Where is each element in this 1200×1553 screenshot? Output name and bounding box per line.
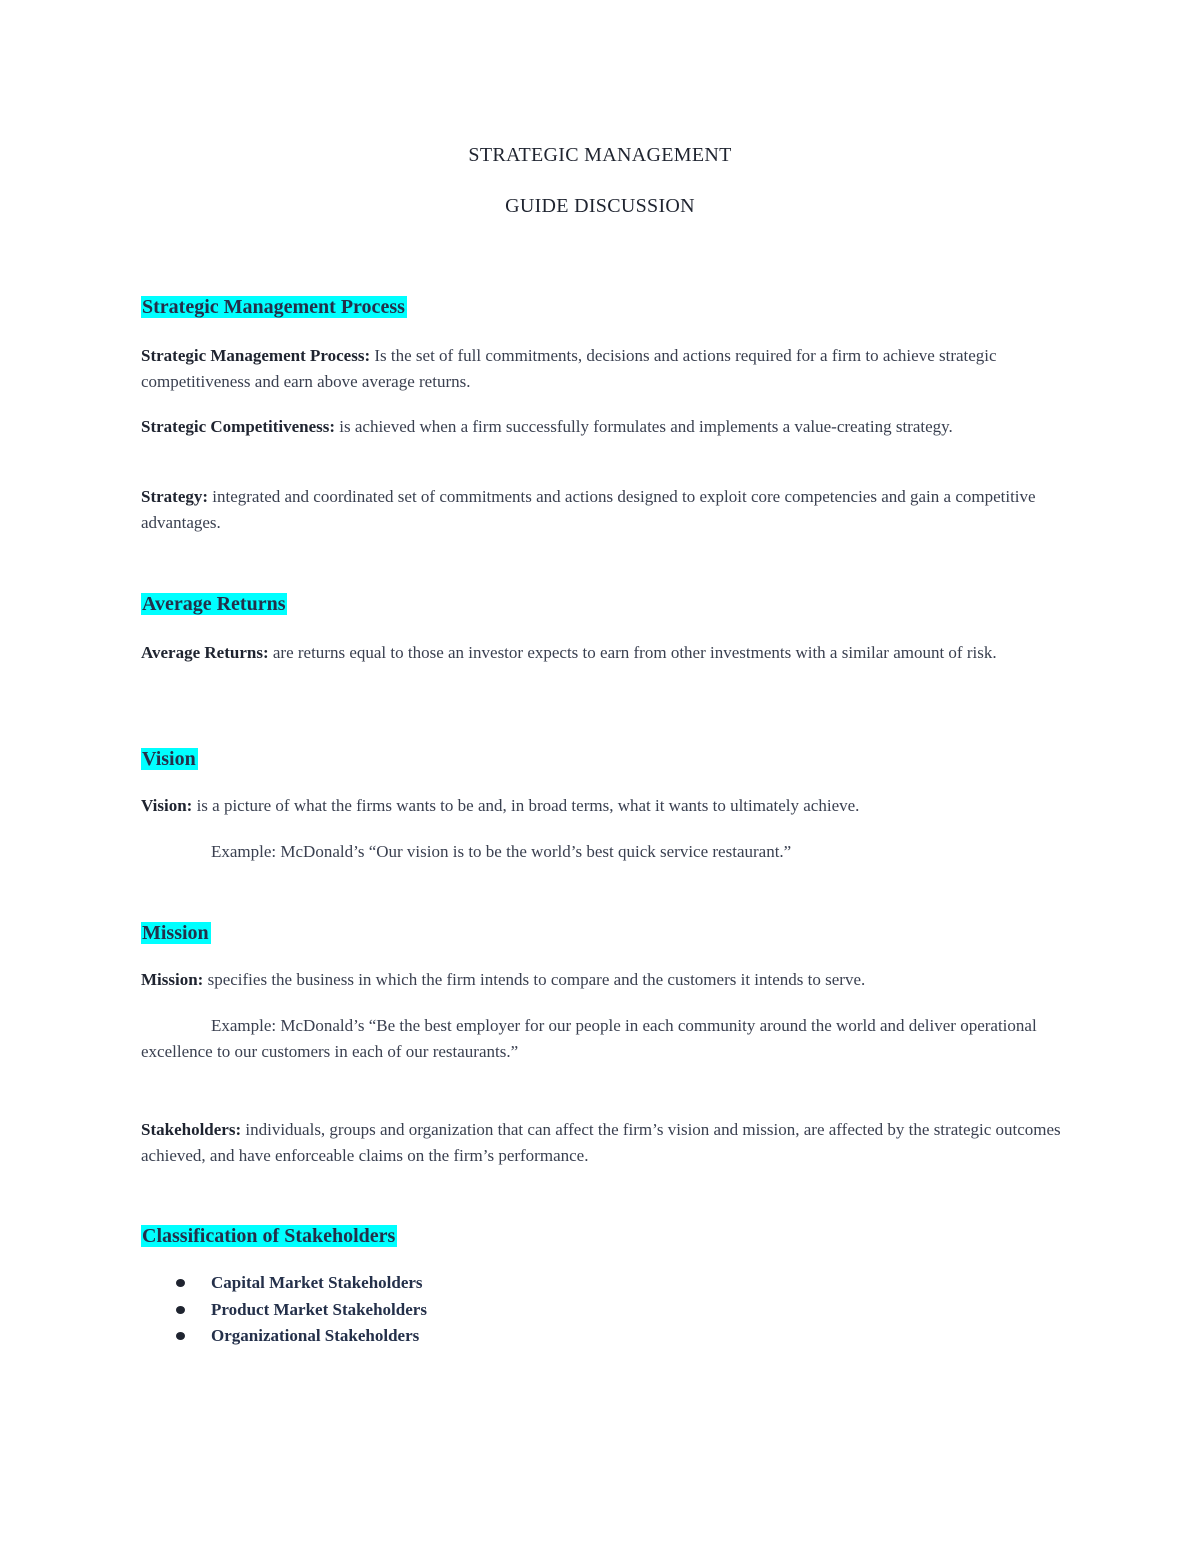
list-item-text: Product Market Stakeholders [211,1299,427,1319]
list-item [141,1323,427,1350]
heading-text: Mission [142,922,209,944]
list-item-text: Capital Market Stakeholders [211,1273,423,1292]
heading-text: Average Returns [142,593,286,615]
definition-mission [141,967,1071,993]
bullet-icon [176,1332,185,1340]
term: Stakeholders: [141,1120,242,1139]
definition-text: individuals, groups and organization that can affect the firm’s vision and mission, are affected by the strategic outcomes achieved, and have enforceable claims on the firm’s performance. [141,1120,1061,1165]
bullet-icon [176,1279,185,1287]
list-item [141,1297,427,1324]
heading-text: Vision [142,748,196,770]
list-item-text: Organizational Stakeholders [211,1326,420,1345]
heading-text: Strategic Management Process [142,296,405,318]
definition-strategic-management-process [141,343,1071,395]
term: Strategy: [141,487,209,506]
heading-strategic-management-process [141,293,407,321]
definition-average-returns [141,640,1071,666]
mission-example: Example: McDonald’s “Be the best employer for our people in each community around the world and deliver operational excellence to our customers in each of our restaurants.” [141,1016,1037,1061]
heading-mission [141,919,211,947]
document-title: STRATEGIC MANAGEMENT [468,144,732,166]
definition-text: are returns equal to those an investor expects to earn from other investments with a similar amount of risk. [268,643,997,662]
title-block [0,140,1200,221]
definition-stakeholders [141,1117,1071,1169]
definition-text: Is the set of full commitments, decisions and actions required for a firm to achieve strategic competitiveness and earn above average returns. [141,346,997,391]
term: Strategic Management Process: [141,346,371,365]
heading-average-returns [141,590,287,618]
heading-text: Classification of Stakeholders [142,1225,396,1247]
definition-text: is a picture of what the firms wants to be and, in broad terms, what it wants to ultimately achieve. [192,796,860,815]
heading-classification-of-stakeholders [141,1222,397,1250]
definition-strategic-competitiveness [141,414,1071,440]
document-subtitle: GUIDE DISCUSSION [505,195,695,217]
definition-text: is achieved when a firm successfully formulates and implements a value-creating strategy. [335,417,953,436]
definition-text: specifies the business in which the firm intends to compare and the customers it intends to serve. [203,970,866,989]
list-item [141,1270,427,1297]
stakeholder-list [141,1270,427,1350]
definition-text: integrated and coordinated set of commitments and actions designed to exploit core competencies and gain a competitive advantages. [141,487,1036,532]
term: Strategic Competitiveness: [141,417,336,436]
definition-strategy [141,484,1071,536]
term: Mission: [141,970,204,989]
term: Average Returns: [141,643,269,662]
heading-vision [141,745,198,773]
bullet-icon [176,1306,185,1314]
vision-example: Example: McDonald’s “Our vision is to be the world’s best quick service restaurant.” [211,842,792,861]
term: Vision: [141,796,193,815]
definition-vision [141,793,1071,819]
